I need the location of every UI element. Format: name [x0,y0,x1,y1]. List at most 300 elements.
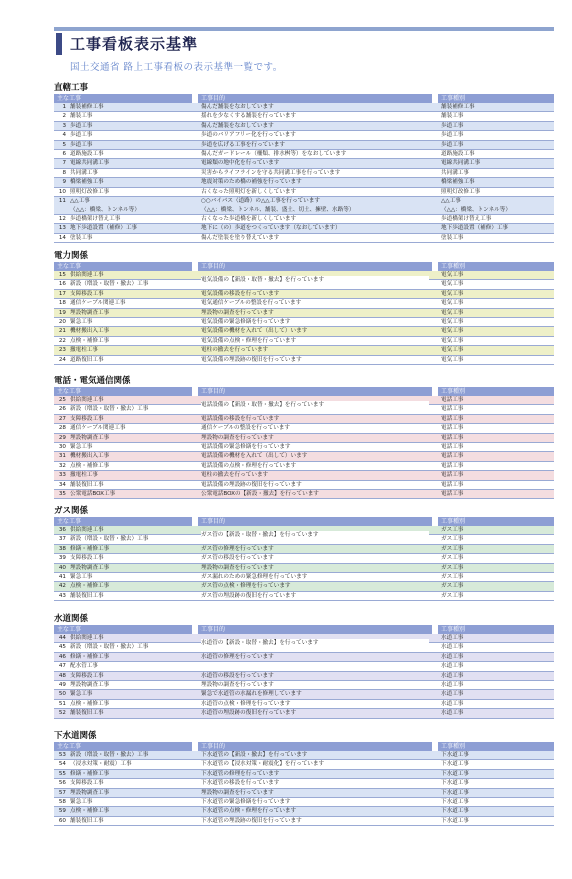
row-kind: 地下歩道設置（補修）工事 [441,225,509,232]
row-purpose: 下水道管の移設を行っています [201,780,280,787]
table-row [54,197,554,215]
row-work-name: 照明灯改修工事 [70,188,110,195]
row-work-name: 緊急工事 [70,798,93,805]
row-purpose: 歩道を広げる工事を行っています [201,141,285,148]
row-work-name: 地下歩道設置（補修）工事 [70,225,138,232]
header-kind: 工事種別 [438,742,554,751]
row-kind: 橋梁補強工事 [441,179,475,186]
table-row [54,112,554,121]
row-number: 24 [58,356,66,363]
table-header [54,625,554,634]
row-purpose: 通信ケーブルの整設を行っています [201,425,290,432]
row-kind: 水道工事 [441,681,464,688]
row-number: 6 [62,150,66,157]
row-work-name: 点検・補修工事 [70,337,110,344]
row-work-name: 歩道工事 [70,141,93,148]
row-work-name: 共同溝工事 [70,169,98,176]
row-number: 37 [58,536,66,543]
header-kind: 工事種別 [438,387,554,396]
table-row [54,779,554,788]
row-number: 22 [58,337,66,344]
header-main-work: 主な工事 [54,387,192,396]
table-row [54,681,554,690]
table-header [54,517,554,526]
table-row [54,141,554,150]
table-row [54,817,554,826]
table-row [54,798,554,807]
row-number: 17 [58,290,66,297]
row-purpose: 埋設物の調査を行っています [201,789,274,796]
row-kind: 下水道工事 [441,780,469,787]
row-work-name: 緊急工事 [70,318,93,325]
row-number: 52 [58,710,66,717]
table-row [54,309,554,318]
row-purpose: 下水道管の修理を行っています [201,770,280,777]
row-number: 38 [58,545,66,552]
row-purpose: 水道管の埋設跡の復旧を行っています [201,710,297,717]
row-purpose: 水道管の修理を行っています [201,653,274,660]
row-purpose: 埋設物の調査を行っています [201,434,274,441]
row-work-name: 舗装補修工事 [70,104,104,110]
header-kind: 工事種別 [438,517,554,526]
table-row [54,554,554,563]
row-work-name: 点検・補修工事 [70,583,110,590]
row-purpose: 電話設備の点検・修理を行っています [201,462,297,469]
row-work-name: 舗装工事 [70,113,93,120]
row-kind: 歩道橋架け替え工事 [441,215,492,222]
row-number: 1 [62,104,66,110]
row-purpose: 災害からライフラインを守る共同溝工事を行っています [201,169,341,176]
row-kind: 電話工事 [441,425,464,432]
row-kind: 電気工事 [441,318,464,325]
row-number: 15 [58,272,66,278]
row-purpose: 電気設備の移設を行っています [201,290,280,297]
row-number: 50 [58,691,66,698]
row-number: 2 [62,113,66,120]
row-purpose: ガス管の埋設跡の復旧を行っています [201,592,297,599]
row-work-name: 歩道工事 [70,132,93,139]
row-kind: 共同溝工事 [441,169,469,176]
table-row [54,807,554,816]
row-kind: 電気工事 [441,337,464,344]
table-row [54,290,554,299]
row-number: 42 [58,583,66,590]
row-work-name: 点検・補修工事 [70,700,110,707]
table-row [54,653,554,662]
row-kind: △△工事 （△△：橋梁、トンネル等） [441,197,511,213]
table-row [54,150,554,159]
row-number: 21 [58,328,66,335]
row-purpose: 古くなった歩道橋を新しくしています [201,215,297,222]
row-kind: 水道工事 [441,644,464,651]
row-work-name: 緊急工事 [70,691,93,698]
row-work-name: 新設（増設・取替・撤去）工事 [70,406,149,413]
row-number: 31 [58,453,66,460]
header-purpose: 工事目的 [198,387,432,396]
row-number: 29 [58,434,66,441]
row-number: 11 [58,197,66,204]
row-work-name: 舗装復旧工事 [70,592,104,599]
header-purpose: 工事目的 [198,625,432,634]
section-5 [54,613,554,719]
row-number: 19 [58,309,66,316]
row-work-name: 埋設物調査工事 [70,309,110,316]
row-kind: 電気工事 [441,281,464,288]
row-purpose: 公衆電話BOXの【新設・撤去】を行っています [201,490,319,497]
row-kind: ガス工事 [441,536,464,543]
row-purpose: 傷んだ舗装をなおしています [201,104,274,110]
row-kind: 下水道工事 [441,817,469,824]
row-number: 45 [58,644,66,651]
row-work-name: 支障移設工事 [70,780,104,787]
row-number: 7 [62,160,66,167]
row-purpose: 下水道管の緊急修繕を行っています [201,798,291,805]
row-kind: 電気工事 [441,309,464,316]
row-kind: 歩道工事 [441,122,464,129]
row-purpose: 地下に（の）歩道をつくっています（なおしています） [201,225,341,232]
row-purpose: 下水道管の【浸水対策・耐震化】を行っています [201,761,325,768]
row-work-name: 支障移設工事 [70,290,104,297]
table-row [54,356,554,365]
row-work-name: 機材搬出入工事 [70,328,110,335]
row-number: 43 [58,592,66,599]
row-kind: 道路施設工事 [441,150,475,157]
section-title: 下水道関係 [54,731,97,741]
row-work-name: 新設（増設・取替・撤去）工事 [70,536,149,543]
table-row [54,462,554,471]
row-number: 32 [58,462,66,469]
row-work-name: 修繕・補修工事 [70,545,110,552]
row-purpose: 古くなった照明灯を新しくしています [201,188,297,195]
row-purpose: 埋設物の調査を行っています [201,564,274,571]
title-accent-bar [56,33,62,55]
row-kind: 電気工事 [441,328,464,335]
page-subtitle: 国土交通省 路上工事看板の表示基準一覧です。 [70,62,283,73]
row-purpose: ガス管の点検・修理を行っています [201,583,291,590]
row-purpose: 電気設備の埋設跡の復旧を行っています [201,356,302,363]
row-purpose: 電話設備の緊急修繕を行っています [201,443,291,450]
row-kind: 電話工事 [441,415,464,422]
row-work-name: 埋設物調査工事 [70,434,110,441]
row-kind: 電気工事 [441,272,464,278]
row-purpose: 電話設備の移設を行っています [201,415,280,422]
row-kind: 電話工事 [441,472,464,479]
row-work-name: 供給関連工事 [70,527,104,533]
row-number: 44 [58,635,66,641]
table-row [54,122,554,131]
row-work-name: 通信ケーブル関連工事 [70,300,126,307]
row-purpose: 電気設備の機材を入れて（出して）います [201,328,308,335]
row-kind: 舗装工事 [441,113,464,120]
row-number: 58 [58,798,66,805]
row-work-name: 舗装復旧工事 [70,481,104,488]
table-header [54,262,554,271]
row-kind: 電話工事 [441,434,464,441]
row-number: 47 [58,663,66,670]
row-purpose: 傷んだ塗装を塗り替えています [201,234,280,241]
row-purpose: 下水道管の点検・修理を行っています [201,808,297,815]
row-kind: ガス工事 [441,564,464,571]
table-row [54,573,554,582]
row-number: 48 [58,672,66,679]
row-work-name: △△工事 （△△：橋梁、トンネル等） [70,197,140,213]
row-work-name: 新設（増設・取替・撤去）工事 [70,752,149,758]
section-title: 電話・電気通信関係 [54,376,131,386]
row-purpose: 地震対策のため橋の補強を行っています [201,179,302,186]
row-number: 10 [58,188,66,195]
row-purpose: 下水道管の埋設跡の復旧を行っています [201,817,302,824]
row-number: 16 [58,281,66,288]
row-purpose: 電気設備の緊急修繕を行っています [201,318,291,325]
row-kind: ガス工事 [441,545,464,552]
row-number: 34 [58,481,66,488]
row-work-name: 電線共同溝工事 [70,160,110,167]
row-kind: 電気工事 [441,356,464,363]
table-row [54,224,554,233]
row-kind: 電気工事 [441,347,464,354]
header-main-work: 主な工事 [54,517,192,526]
row-purpose: 電線類の地中化を行っています [201,160,280,167]
table-row [54,415,554,424]
row-work-name: 点検・補修工事 [70,462,110,469]
row-work-name: 舗装復旧工事 [70,817,104,824]
row-kind: 電線共同溝工事 [441,160,481,167]
row-work-name: 点検・補修工事 [70,808,110,815]
table-header [54,387,554,396]
table-row [54,452,554,461]
section-1 [54,82,554,243]
row-kind: 下水道工事 [441,798,469,805]
row-purpose: 電話設備の機材を入れて（出して）います [201,453,308,460]
row-work-name: 緊急工事 [70,443,93,450]
row-kind: 電話工事 [441,462,464,469]
row-kind: ガス工事 [441,527,464,533]
row-number: 14 [58,234,66,241]
row-work-name: 機材搬出入工事 [70,453,110,460]
row-work-name: 埋設物調査工事 [70,681,110,688]
row-number: 36 [58,527,66,533]
row-number: 18 [58,300,66,307]
row-number: 53 [58,752,66,758]
table-row [54,299,554,308]
row-work-name: 撤電柱工事 [70,472,98,479]
merged-purpose: 水道管の【新設・取替・撤去】を行っています [201,639,429,648]
row-kind: 下水道工事 [441,808,469,815]
row-number: 54 [58,761,66,768]
table-row [54,709,554,718]
row-number: 33 [58,472,66,479]
row-kind: 歩道工事 [441,132,464,139]
merged-purpose: ガス管の【新設・取替・撤去】を行っています [201,531,429,540]
row-number: 41 [58,573,66,580]
row-work-name: 埋設物調査工事 [70,789,110,796]
row-number: 39 [58,555,66,562]
row-number: 35 [58,490,66,497]
row-number: 26 [58,406,66,413]
row-work-name: 修繕・補修工事 [70,770,110,777]
header-main-work: 主な工事 [54,742,192,751]
table-row [54,318,554,327]
section-3 [54,375,554,499]
section-4 [54,505,554,601]
row-work-name: 緊急工事 [70,573,93,580]
row-purpose: 水道管の移設を行っています [201,672,274,679]
row-number: 60 [58,817,66,824]
row-kind: 水道工事 [441,663,464,670]
row-kind: 電話工事 [441,453,464,460]
header-purpose: 工事目的 [198,262,432,271]
row-number: 57 [58,789,66,796]
row-kind: 照明灯改修工事 [441,188,481,195]
row-kind: 水道工事 [441,653,464,660]
row-purpose: ガス管の移設を行っています [201,555,274,562]
table-row [54,188,554,197]
section-title: 水道関係 [54,614,89,624]
row-work-name: 配水管工事 [70,663,98,670]
row-number: 27 [58,415,66,422]
table-row [54,159,554,168]
section-2 [54,250,554,365]
row-number: 13 [58,225,66,232]
row-number: 51 [58,700,66,707]
row-purpose: ガス漏れのための緊急修理を行っています [201,573,308,580]
table-row [54,490,554,499]
table-row [54,215,554,224]
row-kind: 下水道工事 [441,752,469,758]
row-kind: 電話工事 [441,443,464,450]
header-purpose: 工事目的 [198,517,432,526]
row-number: 4 [62,132,66,139]
table-row [54,481,554,490]
merged-purpose: 電気設備の【新設・取替・撤去】を行っています [201,276,429,285]
row-work-name: 歩道工事 [70,122,93,129]
header-main-work: 主な工事 [54,94,192,103]
row-work-name: 道路施設工事 [70,150,104,157]
row-number: 30 [58,443,66,450]
row-number: 28 [58,425,66,432]
row-work-name: 埋設物調査工事 [70,564,110,571]
table-row [54,662,554,671]
row-kind: 電気工事 [441,290,464,297]
row-work-name: 供給関連工事 [70,635,104,641]
table-row [54,424,554,433]
header-main-work: 主な工事 [54,262,192,271]
section-title: ガス関係 [54,506,89,516]
row-kind: 下水道工事 [441,761,469,768]
table-row [54,471,554,480]
row-work-name: 供給関連工事 [70,272,104,278]
row-work-name: 通信ケーブル関連工事 [70,425,126,432]
table-row [54,131,554,140]
table-row [54,434,554,443]
row-purpose: 埋設物の調査を行っています [201,681,274,688]
table-row [54,770,554,779]
row-purpose: 電柱の撤去を行っています [201,347,269,354]
table-row [54,169,554,178]
row-work-name: （浸水対策・耐震）工事 [70,761,132,768]
row-purpose: 電気通信ケーブルの整設を行っています [201,300,302,307]
table-row [54,789,554,798]
row-purpose: 電気設備の点検・修理を行っています [201,337,297,344]
row-purpose: 歩道のバリアフリー化を行っています [201,132,296,139]
table-row [54,327,554,336]
row-number: 56 [58,780,66,787]
row-work-name: 歩道橋架け替え工事 [70,215,121,222]
row-purpose: 電柱の撤去を行っています [201,472,269,479]
table-row [54,545,554,554]
row-work-name: 支障移設工事 [70,672,104,679]
row-kind: 歩道工事 [441,141,464,148]
row-purpose: 緊急で水道管の水漏れを修理しています [201,691,302,698]
row-purpose: 傷んだ舗装をなおしています [201,122,274,129]
header-kind: 工事種別 [438,262,554,271]
header-main-work: 主な工事 [54,625,192,634]
row-purpose: ○○バイパス（道路）の△△工事を行っています （△△：橋梁、トンネル、舗装、盛土、切土、擁壁、水路等） [201,197,355,213]
row-work-name: 新設（増設・取替・撤去）工事 [70,644,149,651]
row-kind: 舗装補修工事 [441,104,475,110]
row-kind: 電話工事 [441,490,464,497]
header-purpose: 工事目的 [198,94,432,103]
row-kind: 電話工事 [441,481,464,488]
row-number: 5 [62,141,66,148]
row-kind: 電気工事 [441,300,464,307]
row-work-name: 道路復旧工事 [70,356,104,363]
row-work-name: 橋梁補強工事 [70,179,104,186]
table-row [54,443,554,452]
table-row [54,234,554,243]
row-kind: ガス工事 [441,592,464,599]
row-kind: 水道工事 [441,710,464,717]
table-row [54,592,554,601]
table-row [54,103,554,112]
table-row [54,564,554,573]
row-number: 49 [58,681,66,688]
row-purpose: 水道管の点検・修理を行っています [201,700,291,707]
row-purpose: 傷んだガードレール（柵類、排水桝等）をなおしています [201,150,347,157]
row-number: 12 [58,215,66,222]
table-row [54,346,554,355]
page-title: 工事看板表示基準 [70,35,199,53]
table-row [54,760,554,769]
row-number: 8 [62,169,66,176]
row-work-name: 支障移設工事 [70,415,104,422]
row-kind: 塗装工事 [441,234,464,241]
row-kind: 水道工事 [441,635,464,641]
row-kind: 電話工事 [441,406,464,413]
table-row [54,700,554,709]
row-purpose: ガス管の修理を行っています [201,545,274,552]
row-number: 23 [58,347,66,354]
row-kind: 水道工事 [441,691,464,698]
row-purpose: 電話設備の埋設跡の復旧を行っています [201,481,302,488]
row-kind: 水道工事 [441,700,464,707]
row-number: 3 [62,122,66,129]
row-work-name: 舗装復旧工事 [70,710,104,717]
header-kind: 工事種別 [438,625,554,634]
section-6 [54,730,554,826]
row-kind: 水道工事 [441,672,464,679]
table-row [54,582,554,591]
row-work-name: 支障移設工事 [70,555,104,562]
row-purpose: 揺れを少なくする舗装を行っています [201,113,297,120]
table-row [54,178,554,187]
table-row [54,751,554,760]
row-work-name: 撤電柱工事 [70,347,98,354]
section-title: 電力関係 [54,251,89,261]
row-number: 59 [58,808,66,815]
row-work-name: 修繕・補修工事 [70,653,110,660]
section-title: 直轄工事 [54,83,89,93]
